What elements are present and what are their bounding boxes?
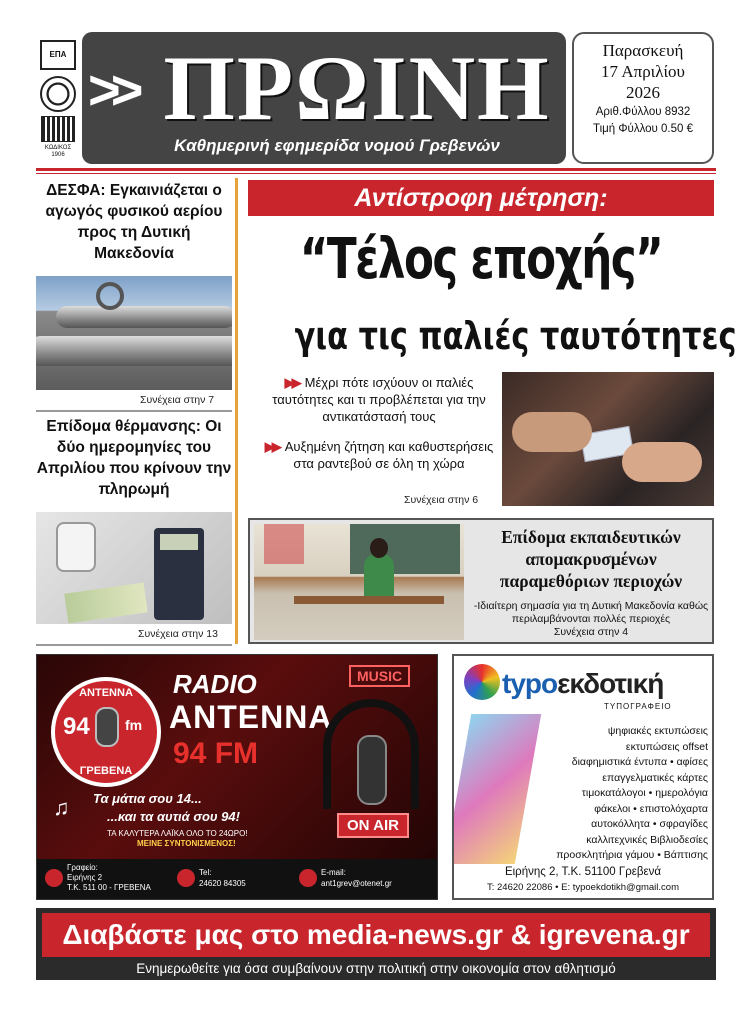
issue-number: Αριθ.Φύλλου 8932 [595, 106, 691, 118]
radio-tel [199, 867, 246, 889]
story-desfa-photo [36, 276, 232, 390]
radio-slogan-4: ΜΕΙΝΕ ΣΥΝΤΟΝΙΣΜΕΝΟΣ! [137, 839, 236, 848]
typo-brand-suffix: εκδοτική [557, 668, 664, 699]
radio-email-address[interactable]: ant1grev@otenet.gr [321, 879, 392, 888]
radio-office [67, 863, 151, 893]
main-headline[interactable]: “Τέλος εποχής” [299, 227, 663, 292]
radio-freq: 94 FM [173, 737, 259, 770]
radio-antenna-ad[interactable] [36, 654, 438, 900]
masthead-rule [36, 168, 716, 171]
radio-logo-fm: fm [125, 717, 143, 733]
typo-service: προσκλητήρια γάμου • Βάπτισης [556, 849, 708, 861]
radio-email-label: E-mail: [321, 868, 346, 877]
epa-logo-icon: ΕΠΑ [40, 40, 76, 70]
typo-service: εκτυπώσεις offset [625, 740, 708, 753]
arrow-logo-icon: >> [88, 58, 134, 121]
issue-date: 17 Απριλίου [601, 62, 685, 81]
code-label: ΚΩΔΙΚΟΣ [44, 145, 72, 151]
main-subheadline: για τις παλιές ταυτότητες [294, 314, 737, 358]
column-separator [235, 178, 238, 644]
phone-icon [177, 869, 195, 887]
date-box [572, 32, 714, 164]
left-divider-bottom [36, 644, 232, 646]
website-banner-tagline: Ενημερωθείτε για όσα συμβαίνουν στην πολιτική στην οικονομία στον αθλητισμό [136, 961, 616, 976]
typoekdotiki-ad[interactable] [452, 654, 714, 900]
masthead [82, 32, 566, 164]
typo-service: διαφημιστικά έντυπα • αφίσες [571, 756, 708, 768]
main-bullet-1-text: Μέχρι πότε ισχύουν οι παλιές ταυτότητες και τι προβλέπεται για την αντικατάστασή τους [272, 375, 486, 424]
newspaper-title: ΠΡΩΙΝΗ [163, 37, 551, 139]
typo-logo-icon [464, 664, 500, 700]
music-sign: MUSIC [349, 665, 410, 687]
main-bullet-2-text: Αυξημένη ζήτηση και καθυστερήσεις στα ραντεβού σε όλη τη χώρα [284, 439, 494, 471]
masthead-badges [36, 40, 80, 168]
teachers-story [248, 518, 714, 644]
music-note-icon: ♫ [53, 795, 70, 820]
typo-service: καλλιτεχνικές Βιβλιοδεσίες [586, 833, 708, 846]
typo-brand [502, 668, 663, 700]
typo-brand-prefix: typo [502, 668, 558, 699]
typo-contact[interactable]: Τ: 24620 22086 • Ε: typoekdotikh@gmail.com [486, 882, 679, 893]
radio-contact-bar [37, 859, 438, 900]
on-air-sign: ON AIR [337, 813, 409, 838]
typo-service: φάκελοι • επιστολόχαρτα [594, 802, 708, 815]
teachers-photo [254, 524, 464, 640]
location-icon [45, 869, 63, 887]
radio-office-label: Γραφείο: [67, 863, 98, 872]
radio-name: ANTENNA [169, 699, 333, 735]
studio-mic-icon [357, 735, 387, 805]
radio-slogan-1: Τα μάτια σου 14... [93, 791, 202, 806]
teachers-headline[interactable]: Επίδομα εκπαιδευτικών απομακρυσμένων παραμεθόριων περιοχών [499, 527, 683, 591]
issue-year: 2026 [626, 83, 660, 102]
radio-tel-label: Tel: [199, 868, 212, 877]
radio-office-addr1: Ειρήνης 2 [67, 873, 103, 882]
story-heating-headline[interactable]: Επίδομα θέρμανσης: Οι δύο ημερομηνίες του Απριλίου που κρίνουν την πληρωμή [36, 418, 232, 498]
left-divider [36, 410, 232, 412]
seal-icon [40, 76, 76, 112]
typo-service: αυτοκόλλητα • σφραγίδες [591, 818, 708, 830]
masthead-rule-thin [36, 173, 716, 174]
main-continued[interactable]: Συνέχεια στην 6 [404, 494, 479, 506]
issue-day: Παρασκευή [602, 41, 684, 60]
main-bullet-1 [264, 374, 494, 425]
typo-service: τιμοκατάλογοι • ημερολόγια [581, 787, 708, 799]
typo-tagline: ΤΥΠΟΓΡΑΦΕΙΟ [604, 702, 672, 711]
main-kicker: Αντίστροφη μέτρηση: [248, 180, 714, 216]
website-banner[interactable] [36, 908, 716, 980]
email-icon [299, 869, 317, 887]
radio-logo-top: ΑΝΤΕΝΝΑ [79, 687, 133, 699]
typo-service: επαγγελματικές κάρτες [602, 771, 708, 784]
radio-logo [51, 677, 161, 787]
teachers-text [470, 600, 712, 639]
main-bullet-2 [264, 438, 494, 472]
code-value: 1906 [51, 152, 65, 158]
story-heating-continued[interactable]: Συνέχεια στην 13 [138, 628, 218, 640]
radio-slogan-3: ΤΑ ΚΑΛΥΤΕΡΑ ΛΑΪΚΑ ΟΛΟ ΤΟ 24ΩΡΟ! [107, 829, 248, 838]
radio-word: RADIO [173, 669, 257, 699]
double-arrow-icon: ▶▶ [264, 439, 279, 454]
issue-price: Τιμή Φύλλου 0.50 € [592, 123, 693, 135]
typo-services [524, 724, 708, 864]
teachers-continued[interactable]: Συνέχεια στην 4 [553, 626, 629, 638]
radio-email [321, 867, 392, 889]
radio-slogan-2: ...και τα αυτιά σου 94! [107, 809, 240, 824]
radio-office-addr2: Τ.Κ. 511 00 - ΓΡΕΒΕΝΑ [67, 883, 151, 892]
teachers-text-body: -Ιδιαίτερη σημασία για τη Δυτική Μακεδονία καθώς περιλαμβάνονται πολλές περιοχές [473, 600, 709, 625]
story-desfa-headline[interactable]: ΔΕΣΦΑ: Εγκαινιάζεται ο αγωγός φυσικού αερίου προς τη Δυτική Μακεδονία [45, 182, 223, 262]
story-heating-photo [36, 512, 232, 624]
radio-tel-number[interactable]: 24620 84305 [199, 879, 246, 888]
typo-service: ψηφιακές εκτυπώσεις [607, 725, 708, 737]
website-banner-text[interactable]: Διαβάστε μας στο media-news.gr & igrevena.gr [42, 913, 710, 957]
radio-logo-num: 94 [63, 713, 90, 740]
barcode-icon [41, 116, 75, 142]
microphone-icon [95, 707, 119, 747]
double-arrow-icon: ▶▶ [284, 375, 299, 390]
story-desfa-continued[interactable]: Συνέχεια στην 7 [140, 394, 215, 406]
radio-logo-bottom: ΓΡΕΒΕΝΑ [79, 765, 133, 777]
typo-address: Ειρήνης 2, Τ.Κ. 51100 Γρεβενά [504, 866, 662, 878]
newspaper-subtitle: Καθημερινή εφημερίδα νομού Γρεβενών [174, 136, 500, 155]
main-photo-id-card [502, 372, 714, 506]
